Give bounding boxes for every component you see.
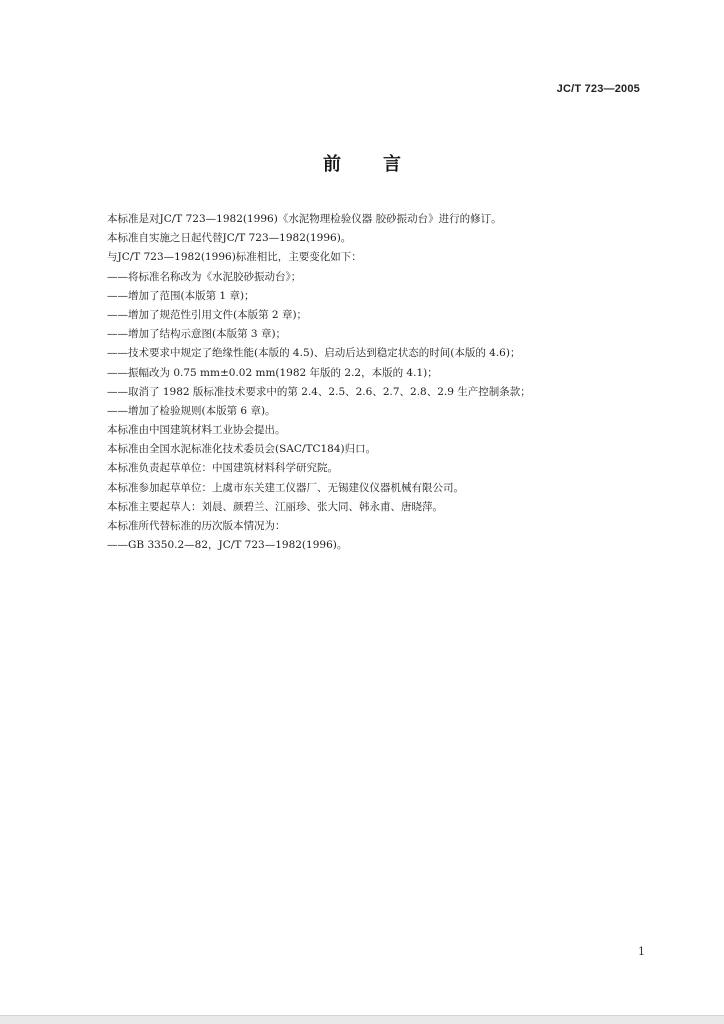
text-line: 本标准主要起草人：刘晨、颜碧兰、江丽珍、张大同、韩永甫、唐晓萍。 <box>107 500 443 513</box>
title-char-1: 前 <box>323 154 341 175</box>
standard-code: JC/T 723—2005 <box>556 83 640 95</box>
page-bottom-edge <box>0 1015 724 1024</box>
list-item: ——技术要求中规定了绝缘性能(本版的 4.5)、启动后达到稳定状态的时间(本版的 4.6)； <box>107 347 521 360</box>
text-line: 本标准是对JC/T 723—1982(1996)《水泥物理检验仪器 胶砂振动台》进行的修订。 <box>107 213 502 225</box>
list-item: ——振幅改为 0.75 mm±0.02 mm(1982 年版的 2.2，本版的 4.1)； <box>107 366 438 379</box>
list-item: ——取消了 1982 版标准技术要求中的第 2.4、2.5、2.6、2.7、2.8、2.9 生产控制条款； <box>107 385 531 398</box>
list-item: ——GB 3350.2—82，JC/T 723—1982(1996)。 <box>107 539 348 552</box>
page-title <box>0 150 724 176</box>
text-line: 本标准自实施之日起代替JC/T 723—1982(1996)。 <box>107 232 352 245</box>
page-number: 1 <box>638 945 645 958</box>
title-char-2: 言 <box>383 154 401 175</box>
list-item: ——将标准名称改为《水泥胶砂振动台》； <box>107 270 302 283</box>
text-line: 与JC/T 723—1982(1996)标准相比，主要变化如下： <box>107 251 362 264</box>
text-line: 本标准所代替标准的历次版本情况为： <box>107 520 286 532</box>
list-item: ——增加了规范性引用文件(本版第 2 章)； <box>107 308 308 321</box>
text-line: 本标准由中国建筑材料工业协会提出。 <box>107 424 286 437</box>
text-line: 本标准负责起草单位：中国建筑材料科学研究院。 <box>107 462 338 475</box>
text-line: 本标准参加起草单位：上虞市东关建工仪器厂、无锡建仪仪器机械有限公司。 <box>107 481 464 494</box>
text-line: 本标准由全国水泥标准化技术委员会(SAC/TC184)归口。 <box>107 443 377 456</box>
foreword-body <box>107 210 627 555</box>
list-item: ——增加了结构示意图(本版第 3 章)； <box>107 328 287 341</box>
list-item: ——增加了检验规则(本版第 6 章)。 <box>107 404 276 417</box>
list-item: ——增加了范围(本版第 1 章)； <box>107 289 255 302</box>
